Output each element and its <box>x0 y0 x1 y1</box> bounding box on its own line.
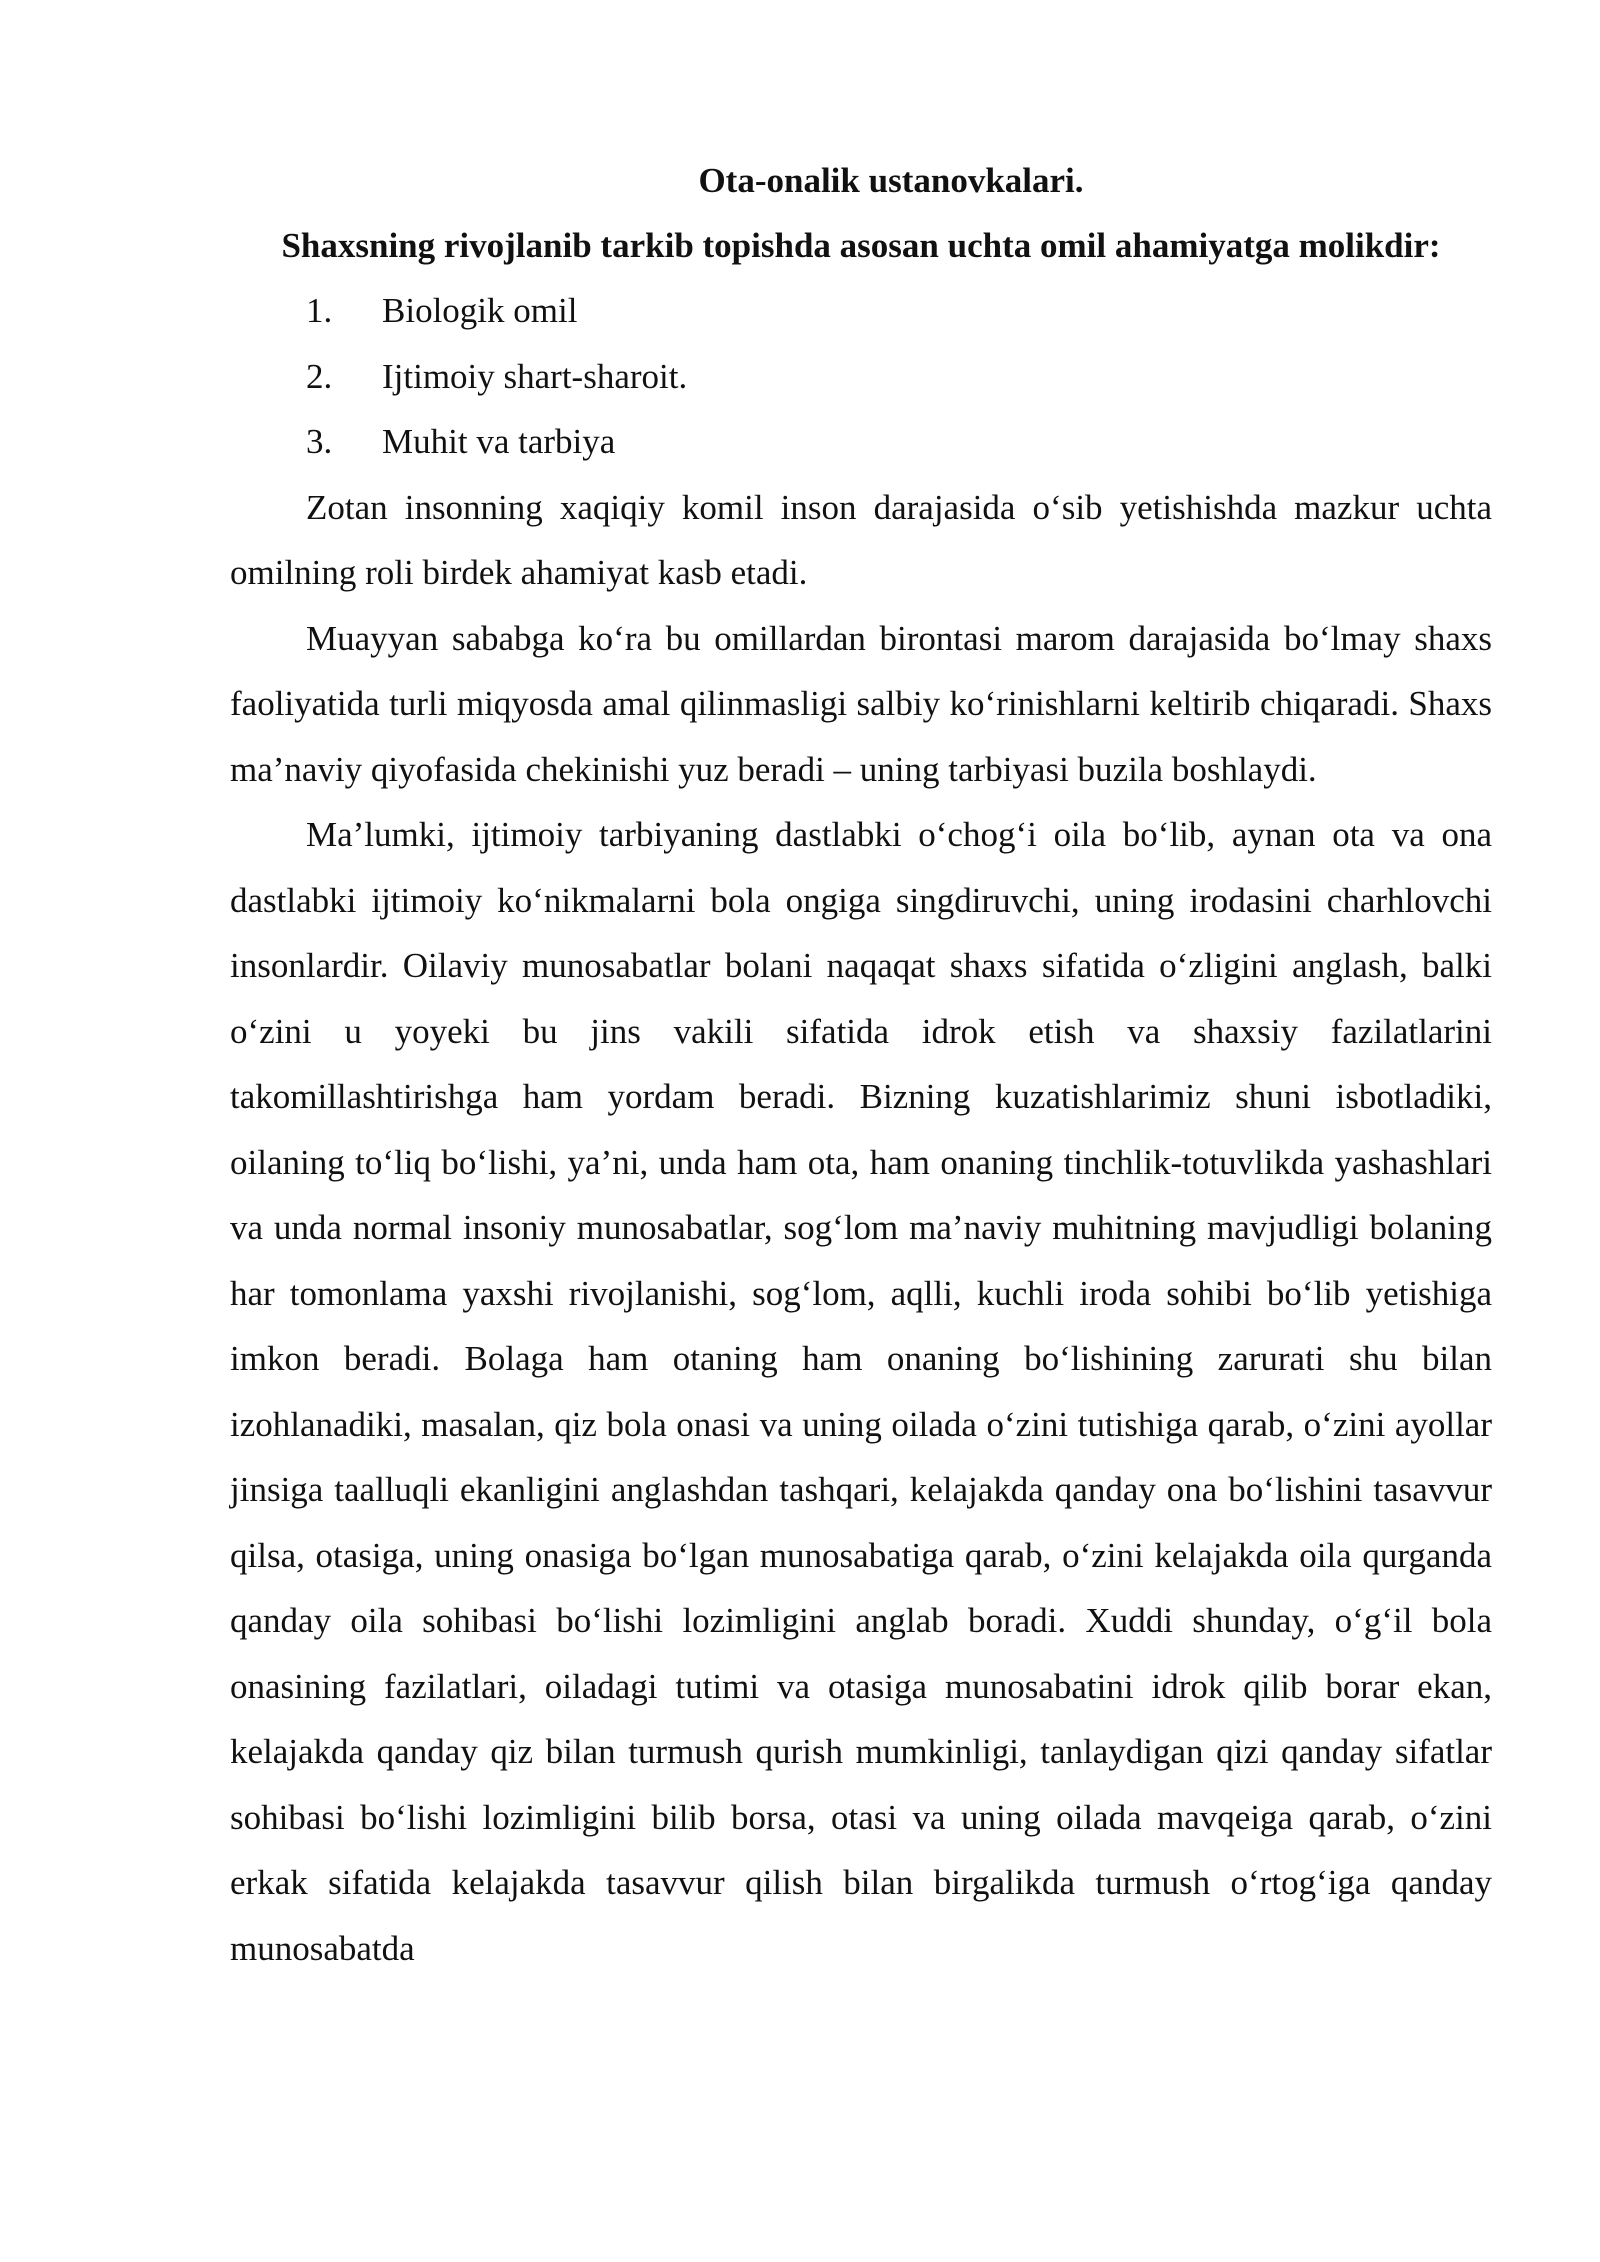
document-title: Ota-onalik ustanovkalari. <box>698 161 1084 200</box>
list-item-text: Biologik omil <box>382 291 578 330</box>
list-item-text: Ijtimoiy shart-sharoit. <box>382 356 688 396</box>
list-item-number: 3. <box>306 422 333 461</box>
document-subtitle: Shaxsning rivojlanib tarkib topishda asosan uchta omil ahamiyatga molikdir: <box>281 226 1441 265</box>
list-item-number: 1. <box>306 291 333 330</box>
list-item <box>230 409 1492 475</box>
document-page <box>230 148 1492 1981</box>
factors-list <box>230 278 1492 475</box>
list-item <box>230 278 1492 344</box>
paragraph-1: Zotan insonning xaqiqiy komil inson darajasida o‘sib yetishishda mazkur uchta omilning roli birdek ahamiyat kasb etadi. <box>230 487 1492 592</box>
list-item <box>230 344 1492 410</box>
list-item-text: Muhit va tarbiya <box>382 422 616 461</box>
paragraph-3: Ma’lumki, ijtimoiy tarbiyaning dastlabki o‘chog‘i oila bo‘lib, aynan ota va ona dastlabki ijtimoiy ko‘nikmalarni bola ongiga singdiruvchi, uning irodasini charhlovchi insonlardir. Oilaviy munosabatlar bolani naqaqat shaxs sifatida o‘zligini anglash, balki o‘zini u yoyeki bu jins vakili sifatida idrok etish va shaxsiy fazilatlarini takomillashtirishga ham yordam beradi. Bizning kuzatishlarimiz shuni isbotladiki, oilaning to‘liq bo‘lishi, ya’ni, unda ham ota, ham onaning tinchlik-totuvlikda yashashlari va unda normal insoniy munosabatlar, sog‘lom ma’naviy muhitning mavjudligi bolaning har tomonlama yaxshi rivojlanishi, sog‘lom, aqlli, kuchli iroda sohibi bo‘lib yetishiga imkon beradi. Bolaga ham otaning ham onaning bo‘lishining zarurati shu bilan izohlanadiki, masalan, qiz bola onasi va uning oilada o‘zini tutishiga qarab, o‘zini ayollar jinsiga taalluqli ekanligini anglashdan tashqari, kelajakda qanday ona bo‘lishini tasavvur qilsa, otasiga, uning onasiga bo‘lgan munosabatiga qarab, o‘zini kelajakda oila qurganda qanday oila sohibasi bo‘lishi lozimligini anglab boradi. Xuddi shunday, o‘g‘il bola onasining fazilatlari, oiladagi tutimi va otasiga munosabatini idrok qilib borar ekan, kelajakda qanday qiz bilan turmush qurish mumkinligi, tanlaydigan qizi qanday sifatlar sohibasi bo‘lishi lozimligini bilib borsa, otasi va uning oilada mavqeiga qarab, o‘zini erkak sifatida kelajakda tasavvur qilish bilan birgalikda turmush o‘rtog‘iga qanday munosabatda <box>230 815 1492 1968</box>
paragraph-2: Muayyan sababga ko‘ra bu omillardan birontasi marom darajasida bo‘lmay shaxs faoliyatida turli miqyosda amal qilinmasligi salbiy ko‘rinishlarni keltirib chiqaradi. Shaxs ma’naviy qiyofasida chekinishi yuz beradi – uning tarbiyasi buzila boshlaydi. <box>230 618 1492 789</box>
list-item-number: 2. <box>306 356 333 396</box>
